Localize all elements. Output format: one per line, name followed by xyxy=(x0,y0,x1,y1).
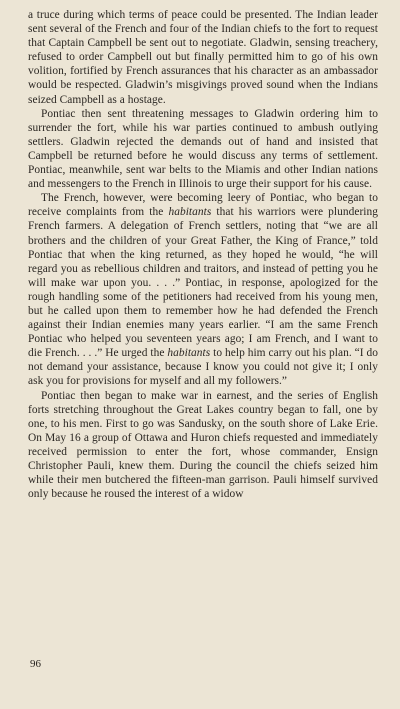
paragraph-3-text-part-2: that his warriors were plundering French farmers. A delegation of French settlers, noting that “we are all brothers and the children of your Great Father, the King of France,” told Pontiac that when the king returned, as they hoped he would, “he will regard you as rebellious children and traitors, and instead of petting you he will make war upon you. . . .” Pontiac, in response, apologized for the rough handling some of the petitioners had received from his young men, but he called upon them to remember how he had defended the French against their Indian enemies many years earlier. “I am the same French Pontiac who helped you seventeen years ago; I am French, and I want to die French. . . .” He urged the xyxy=(28,206,378,360)
paragraph-3-text-part-3: to help him carry out his plan. “I do not demand your assistance, because I know you could not give it; I only ask you for provisions for myself and all my followers.” xyxy=(28,347,378,388)
paragraph-1 xyxy=(28,8,378,107)
paragraph-1-text: a truce during which terms of peace could be presented. The Indian leader sent several of the French and four of the Indian chiefs to the fort to request that Captain Campbell be sent out to negotiate. Gladwin, sensing treachery, refused to order Campbell out but finally permitted him to go of his own volition, fortified by French assurances that his character as an ambassador would be respected. Gladwin’s misgivings proved sound when the Indians seized Campbell as a hostage. xyxy=(28,9,378,106)
paragraph-3-text-part-1: The French, however, were becoming leery of Pontiac, who began to receive complaints from the xyxy=(28,192,378,219)
paragraph-3 xyxy=(28,191,378,388)
paragraph-2-text: Pontiac then sent threatening messages to Gladwin ordering him to surrender the fort, while his war parties continued to ambush outlying settlers. Gladwin rejected the demands out of hand and insisted that Campbell be returned before he would discuss any terms of settlement. Pontiac, meanwhile, sent war belts to the Miamis and other Indian nations and messengers to the French in Illinois to urge their support for his cause. xyxy=(28,107,378,191)
paragraph-4-text: Pontiac then began to make war in earnest, and the series of English forts stretching throughout the Great Lakes country began to fall, one by one, to his men. First to go was Sandusky, on the south shore of Lake Erie. On May 16 a group of Ottawa and Huron chiefs requested and immediately received permission to enter the fort, whose commander, Ensign Christopher Pauli, knew them. During the council the chiefs seized him while their men butchered the fifteen-man garrison. Pauli himself survived only because he roused the interest of a widow xyxy=(28,389,378,501)
paragraph-2 xyxy=(28,107,378,192)
paragraph-3-italic-term-1: habitants xyxy=(168,206,212,219)
paragraph-4 xyxy=(28,389,378,502)
page-number: 96 xyxy=(30,658,41,670)
paragraph-3-italic-term-2: habitants xyxy=(167,347,211,360)
